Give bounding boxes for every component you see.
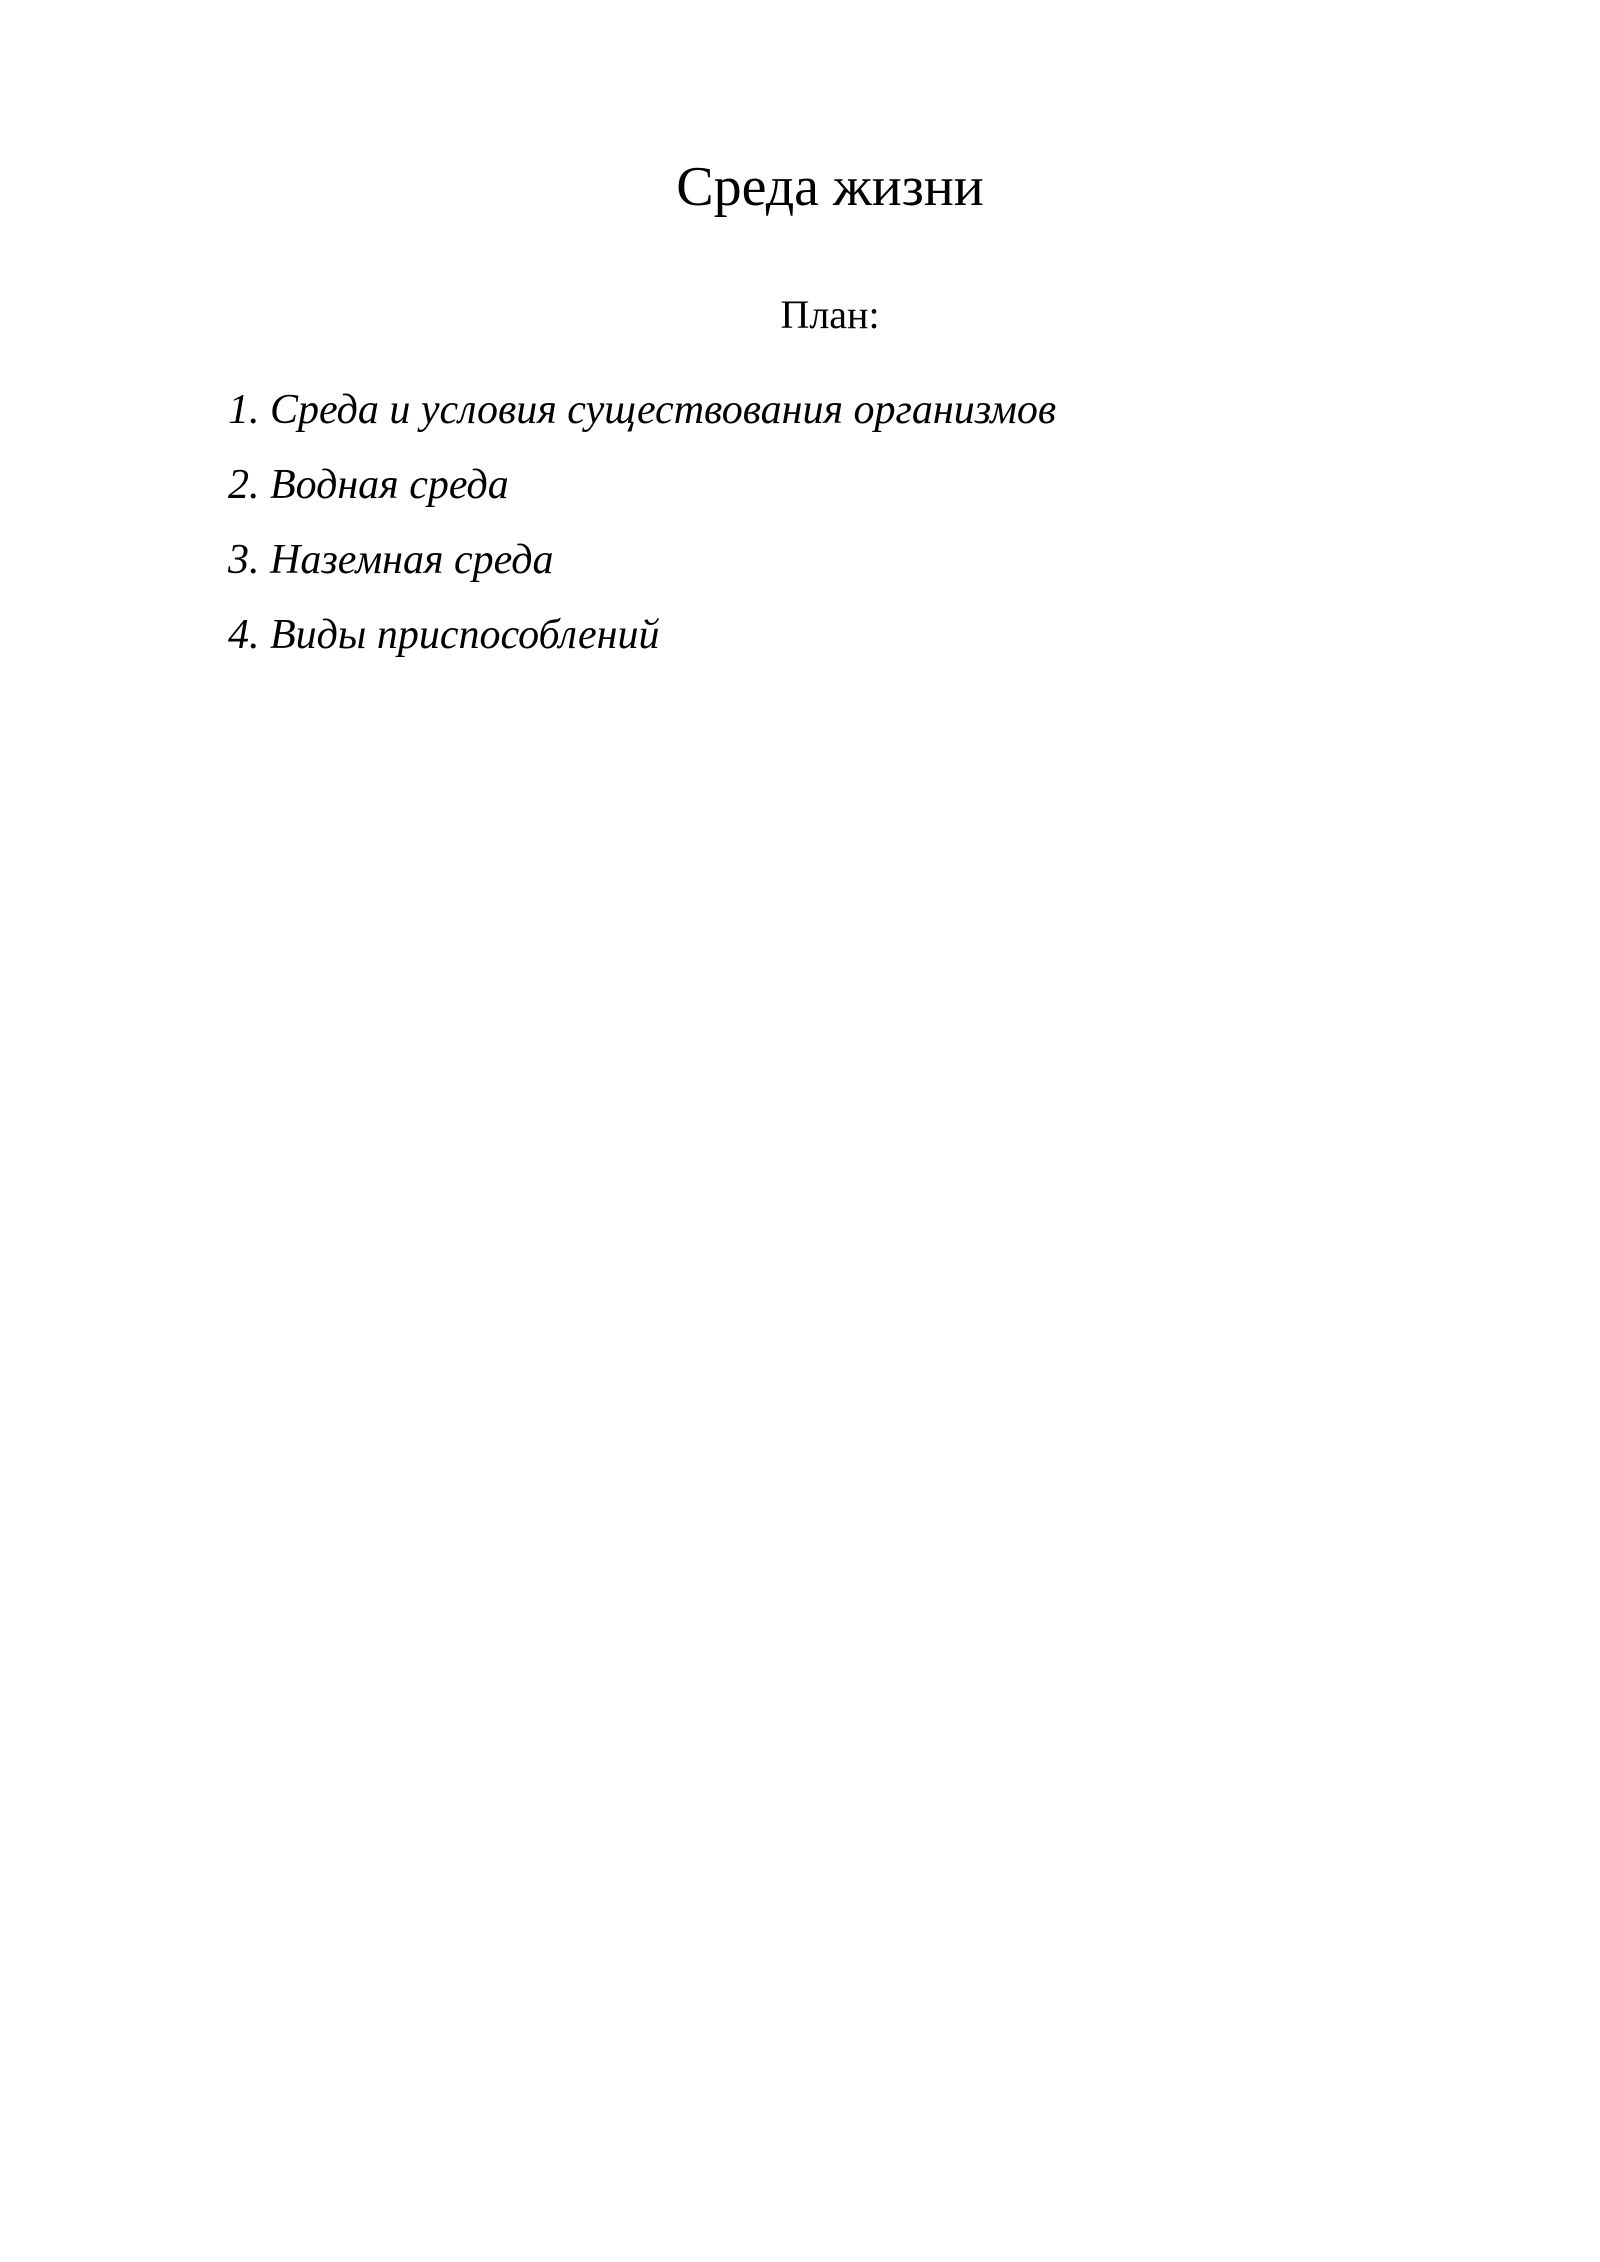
plan-item: 4. Виды приспособлений <box>228 612 660 658</box>
plan-heading: План: <box>780 292 880 337</box>
plan-item: 2. Водная среда <box>228 462 509 508</box>
document-title: Среда жизни <box>676 156 984 218</box>
plan-item: 1. Среда и условия существования организмов <box>228 387 1057 433</box>
plan-list <box>228 385 1056 685</box>
plan-item: 3. Наземная среда <box>228 537 554 583</box>
